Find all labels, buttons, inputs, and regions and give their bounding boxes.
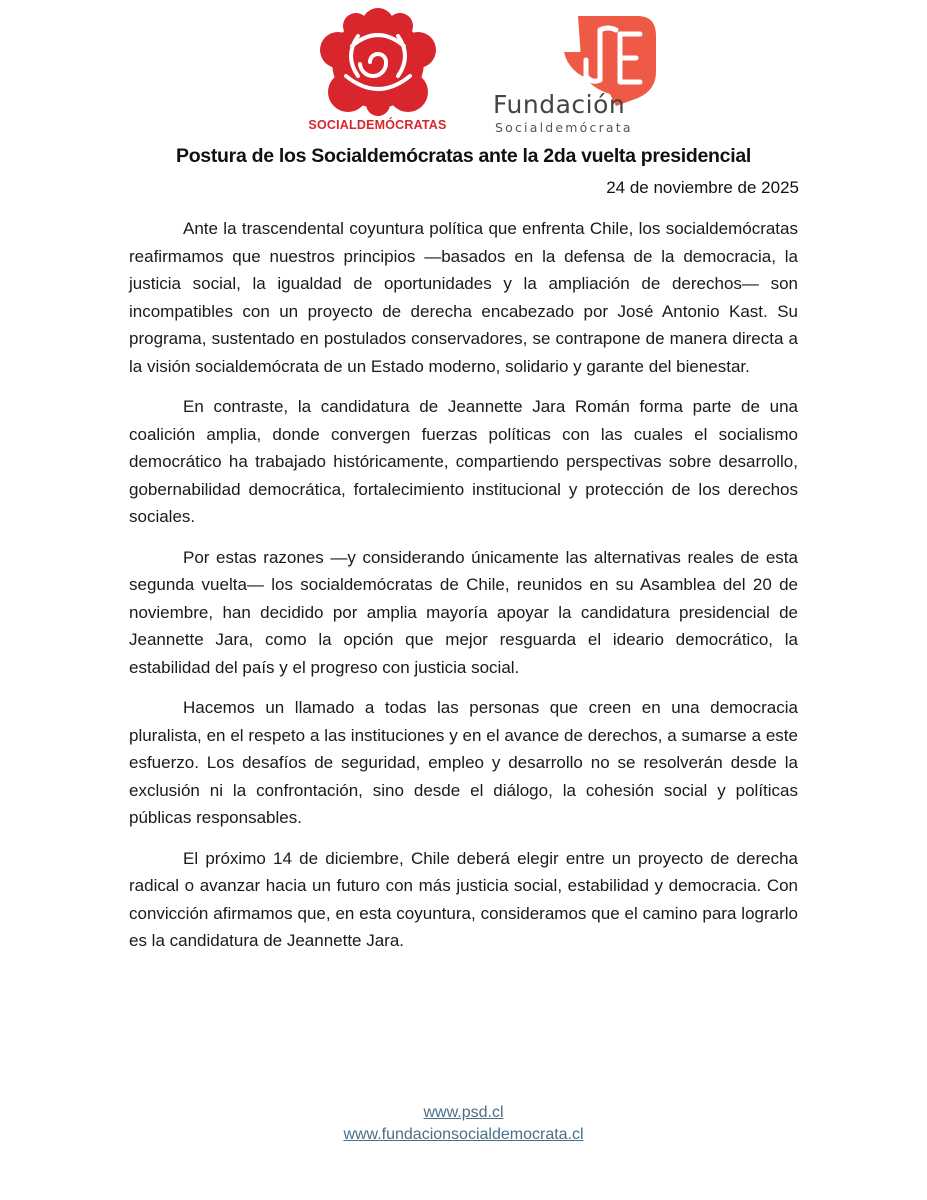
paragraph-4: Hacemos un llamado a todas las personas que creen en una democracia pluralista, en el respeto a las instituciones y en el avance de derechos, a sumarse a este esfuerzo. Los desafíos de seguridad, empleo y desarrollo no se resolverán desde la exclusión ni la confrontación, sino desde el diálogo, la cohesión social y políticas públicas responsables. [129,698,798,827]
party-logo [300,6,455,134]
paragraph-1: Ante la trascendental coyuntura política que enfrenta Chile, los socialdemócratas reafirmamos que nuestros principios —basados en la defensa de la democracia, la justicia social, la igualdad de oportunidades y la ampliación de derechos— son incompatibles con un proyecto de derecha encabezado por José Antonio Kast. Su programa, sustentado en postulados conservadores, se contrapone de manera directa a la visión socialdemócrata de un Estado moderno, solidario y garante del bienestar. [129,219,798,376]
foundation-subtitle: Socialdemócrata [495,120,633,135]
foundation-website-link[interactable]: www.fundacionsocialdemocrata.cl [343,1126,584,1143]
psd-website-link[interactable]: www.psd.cl [423,1104,504,1121]
document-date: 24 de noviembre de 2025 [606,178,799,197]
document-title: Postura de los Socialdemócratas ante la 2da vuelta presidencial [175,145,751,167]
party-logo-text: SOCIALDEMÓCRATAS [308,118,447,132]
foundation-name: Fundación [493,90,626,119]
paragraph-3: Por estas razones —y considerando únicamente las alternativas reales de esta segunda vuelta— los socialdemócratas de Chile, reunidos en su Asamblea del 20 de noviembre, han decidido por amplia mayoría apoyar la candidatura presidencial de Jeannette Jara, como la opción que mejor resguarda el ideario democrático, la estabilidad del país y el progreso con justicia social. [129,547,798,677]
document-body [129,215,798,968]
paragraph-5: El próximo 14 de diciembre, Chile deberá elegir entre un proyecto de derecha radical o avanzar hacia un futuro con más justicia social, estabilidad y democracia. Con convicción afirmamos que, en esta coyuntura, consideramos que el camino para lograrlo es la candidatura de Jeannette Jara. [129,848,798,950]
paragraph-2: En contraste, la candidatura de Jeannette Jara Román forma parte de una coalición amplia, donde convergen fuerzas políticas con las cuales el socialismo democrático ha trabajado históricamente, compartiendo perspectivas sobre desarrollo, gobernabilidad democrática, fortalecimiento institucional y protección de los derechos sociales. [129,397,798,526]
foundation-logo [490,10,665,135]
footer [0,1102,927,1146]
rose-icon [318,6,438,118]
